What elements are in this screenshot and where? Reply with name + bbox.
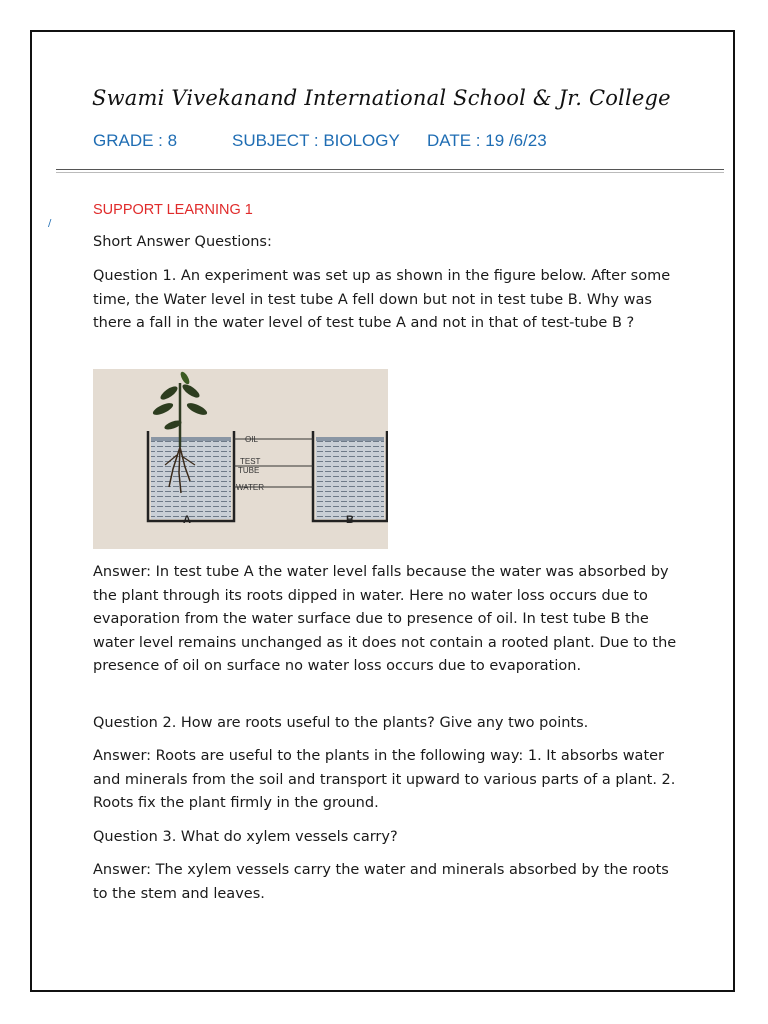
experiment-figure [93,369,388,549]
margin-mark-icon: / [48,218,52,229]
header-divider-shadow [56,172,724,173]
label-b: B [346,514,354,526]
question-1: Question 1. An experiment was set up as shown in the figure below. After some time, the Water level in test tube A fell down but not in test tube B. Why was there a fall in the water level of test tube A and not in that of test-tube B ? [93,268,671,331]
subtitle: Short Answer Questions: [93,234,272,250]
water-a [151,439,231,519]
date-label: DATE : 19 /6/23 [427,131,547,150]
label-a: A [183,514,191,526]
label-water: WATER [236,483,264,492]
subject-label: SUBJECT : BIOLOGY [232,131,400,150]
water-b [316,439,384,519]
grade-label: GRADE : 8 [93,131,178,150]
oil-layer-a [151,437,231,441]
test-tube-diagram [93,369,388,549]
label-tube: TUBE [238,466,260,475]
question-3: Question 3. What do xylem vessels carry? [93,829,398,845]
label-test: TEST [240,457,261,466]
section-title: SUPPORT LEARNING 1 [93,202,253,218]
header-divider [56,169,724,170]
label-oil: OIL [245,435,258,444]
answer-3: Answer: The xylem vessels carry the water and minerals absorbed by the roots to the stem and leaves. [93,862,669,902]
question-2: Question 2. How are roots useful to the plants? Give any two points. [93,715,589,731]
answer-2: Answer: Roots are useful to the plants in the following way: 1. It absorbs water and minerals from the soil and transport it upward to various parts of a plant. 2. Roots fix the plant firmly in the ground. [93,748,676,811]
school-name: Swami Vivekanand International School & Jr. College [92,86,671,110]
oil-layer-b [316,437,384,441]
answer-1: Answer: In test tube A the water level falls because the water was absorbed by the plant through its roots dipped in water. Here no water loss occurs due to evaporation from the water surface due to presence of oil. In test tube B the water level remains unchanged as it does not contain a rooted plant. Due to the presence of oil on surface no water loss occurs due to evaporation. [93,564,677,674]
